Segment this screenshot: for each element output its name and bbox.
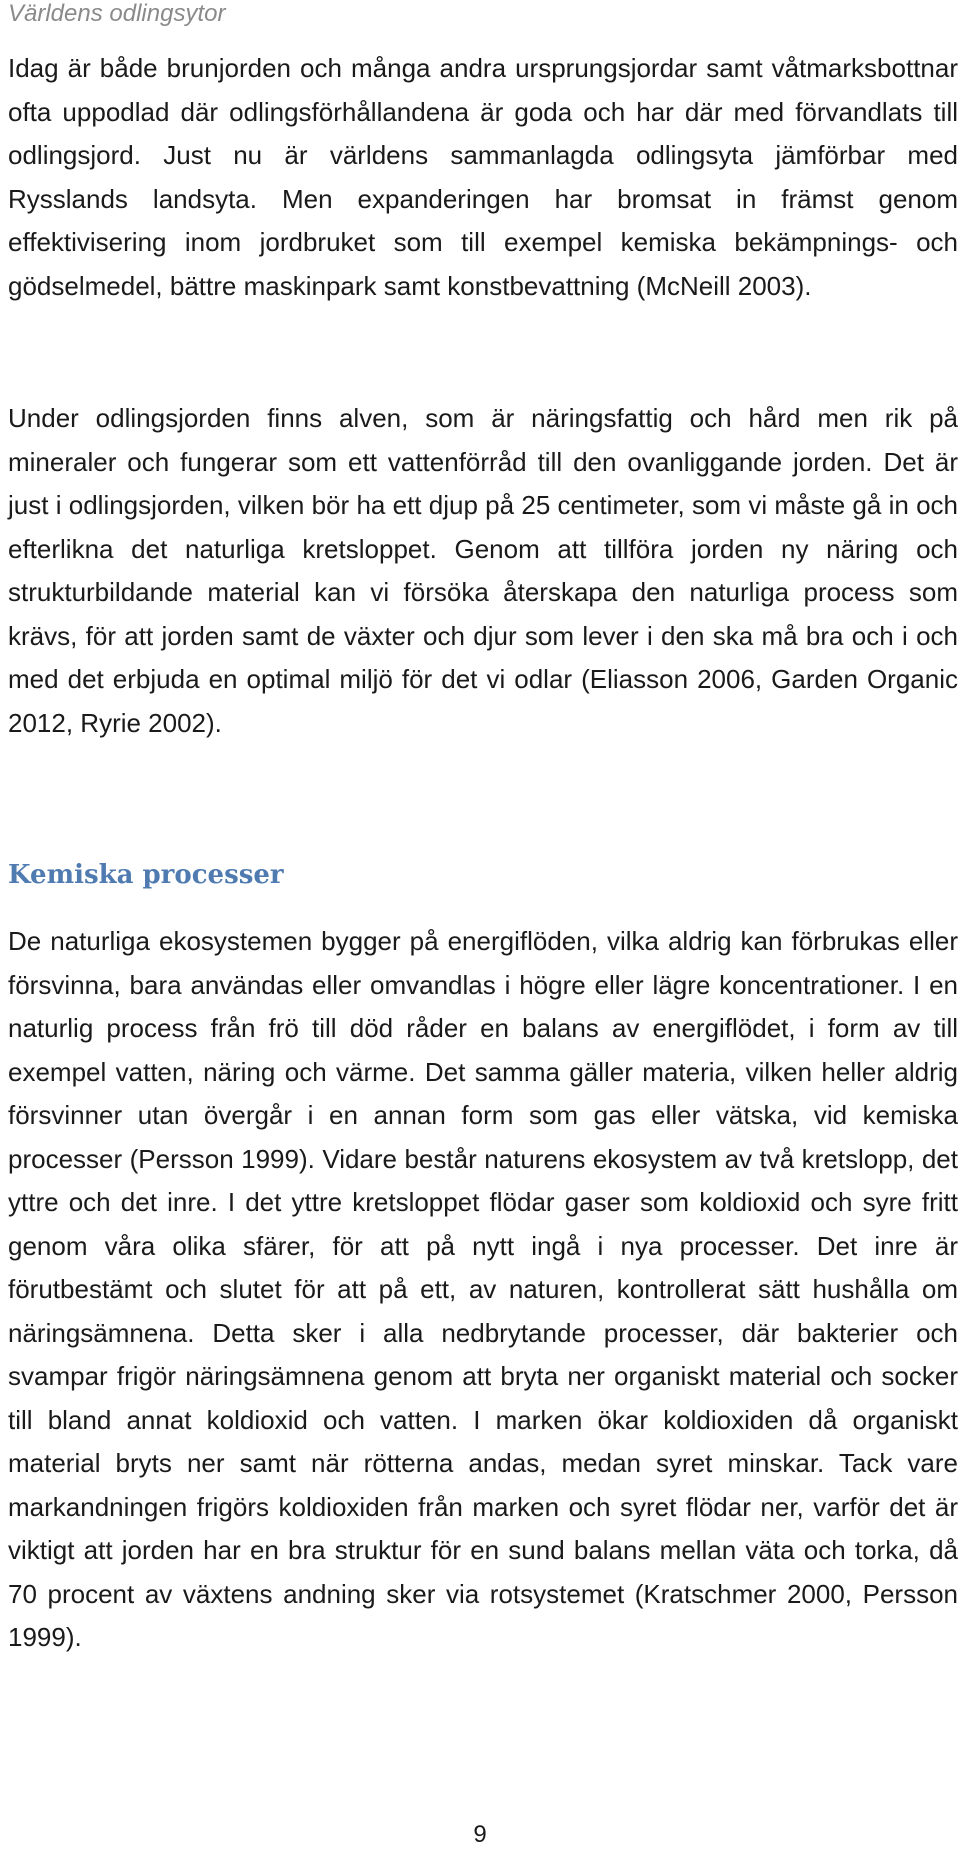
running-header: Världens odlingsytor	[8, 0, 226, 27]
section-heading: Kemiska processer	[8, 860, 284, 890]
paragraph-odlingsyta: Idag är både brunjorden och många andra ursprungsjordar samt våtmarksbottnar ofta uppodlad där odlingsförhållandena är goda och har där med förvandlats till odlingsjord. Just nu är världens sammanlagda odlingsyta jämförbar med Rysslands landsyta. Men expanderingen har bromsat in främst genom effektivisering inom jordbruket som till exempel kemiska bekämpnings- och gödselmedel, bättre maskinpark samt konstbevattning (McNeill 2003).	[8, 53, 958, 301]
page-number: 9	[473, 1821, 487, 1848]
paragraph-kemiska-processer: De naturliga ekosystemen bygger på energiflöden, vilka aldrig kan förbrukas eller försvinna, bara användas eller omvandlas i högre eller lägre koncentrationer. I en naturlig process från frö till död råder en balans av energiflödet, i form av till exempel vatten, näring och värme. Det samma gäller materia, vilken heller aldrig försvinner utan övergår i en annan form som gas eller vätska, vid kemiska processer (Persson 1999). Vidare består naturens ekosystem av två kretslopp, det yttre och det inre. I det yttre kretsloppet flödar gaser som koldioxid och syre fritt genom våra olika sfärer, för att på nytt ingå i nya processer. Det inre är förutbestämt och slutet för att på ett, av naturen, kontrollerat sätt hushålla om näringsämnena. Detta sker i alla nedbrytande processer, där bakterier och svampar frigör näringsämnena genom att bryta ner organiskt material och socker till bland annat koldioxid och vatten. I marken ökar koldioxiden då organiskt material bryts ner samt när rötterna andas, medan syret minskar. Tack vare markandningen frigörs koldioxiden från marken och syret flödar ner, varför det är viktigt att jorden har en bra struktur för en sund balans mellan väta och torka, då 70 procent av växtens andning sker via rotsystemet (Kratschmer 2000, Persson 1999).	[8, 926, 958, 1652]
paragraph-alven: Under odlingsjorden finns alven, som är näringsfattig och hård men rik på mineraler och fungerar som ett vattenförråd till den ovanliggande jorden. Det är just i odlingsjorden, vilken bör ha ett djup på 25 centimeter, som vi måste gå in och efterlikna det naturliga kretsloppet. Genom att tillföra jorden ny näring och strukturbildande material kan vi försöka återskapa den naturliga process som krävs, för att jorden samt de växter och djur som lever i den ska må bra och i och med det erbjuda en optimal miljö för det vi odlar (Eliasson 2006, Garden Organic 2012, Ryrie 2002).	[8, 403, 958, 738]
